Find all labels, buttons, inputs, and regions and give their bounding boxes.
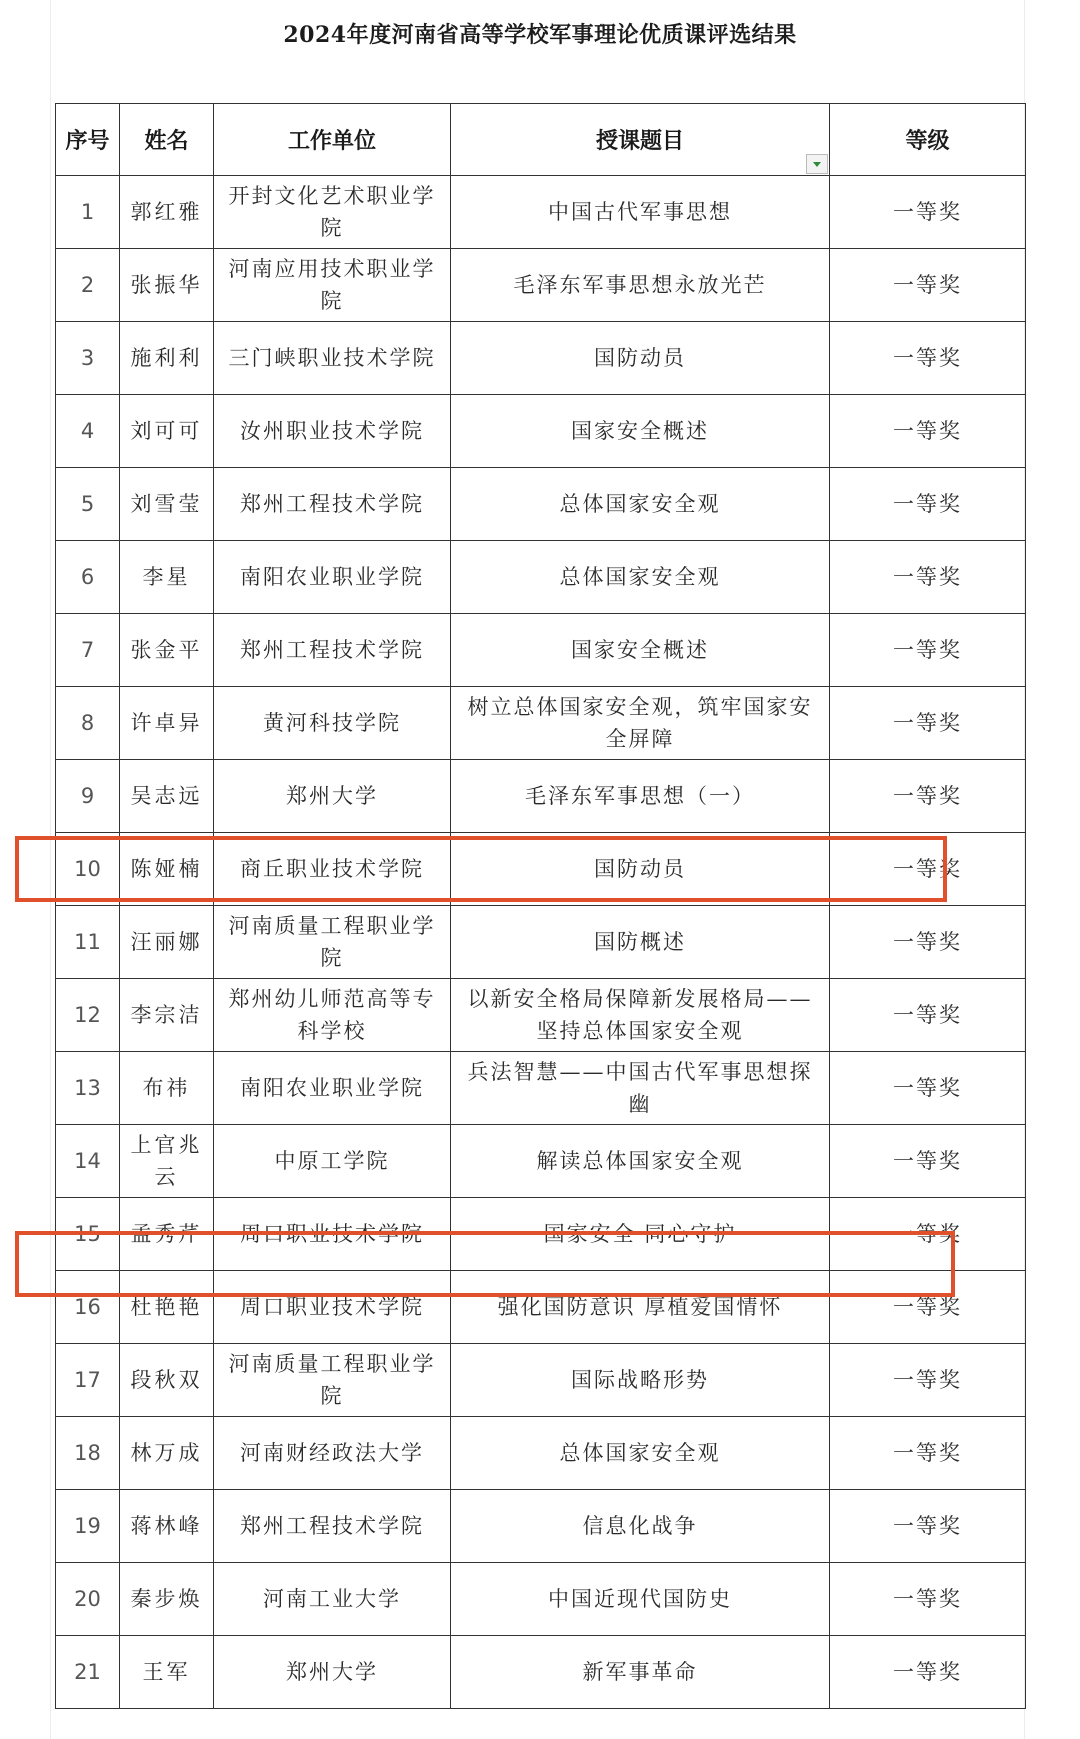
- cell-level: 一等奖: [830, 1271, 1026, 1344]
- cell-level: 一等奖: [830, 468, 1026, 541]
- cell-level: 一等奖: [830, 906, 1026, 979]
- cell-topic: 毛泽东军事思想永放光芒: [451, 249, 830, 322]
- table-row: [56, 906, 1026, 979]
- cell-index: 3: [56, 322, 120, 395]
- table-row: [56, 1198, 1026, 1271]
- cell-index: 20: [56, 1563, 120, 1636]
- cell-level: 一等奖: [830, 1636, 1026, 1709]
- cell-topic: 总体国家安全观: [451, 541, 830, 614]
- table-row: [56, 833, 1026, 906]
- cell-unit: 周口职业技术学院: [214, 1198, 451, 1271]
- cell-name: 刘雪莹: [120, 468, 214, 541]
- cell-topic: 总体国家安全观: [451, 1417, 830, 1490]
- cell-index: 10: [56, 833, 120, 906]
- cell-name: 张金平: [120, 614, 214, 687]
- cell-name: 李宗洁: [120, 979, 214, 1052]
- cell-unit: 郑州工程技术学院: [214, 614, 451, 687]
- cell-level: 一等奖: [830, 614, 1026, 687]
- cell-index: 13: [56, 1052, 120, 1125]
- cell-unit: 河南质量工程职业学院: [214, 1344, 451, 1417]
- table-row: [56, 395, 1026, 468]
- cell-name: 上官兆云: [120, 1125, 214, 1198]
- header-level: 等级: [830, 104, 1026, 176]
- cell-topic: 国家安全概述: [451, 614, 830, 687]
- cell-level: 一等奖: [830, 1198, 1026, 1271]
- cell-unit: 商丘职业技术学院: [214, 833, 451, 906]
- cell-name: 林万成: [120, 1417, 214, 1490]
- cell-name: 李星: [120, 541, 214, 614]
- cell-unit: 汝州职业技术学院: [214, 395, 451, 468]
- header-row: [56, 104, 1026, 176]
- cell-topic: 国家安全概述: [451, 395, 830, 468]
- cell-topic: 毛泽东军事思想（一）: [451, 760, 830, 833]
- cell-topic: 总体国家安全观: [451, 468, 830, 541]
- cell-level: 一等奖: [830, 176, 1026, 249]
- cell-unit: 三门峡职业技术学院: [214, 322, 451, 395]
- filter-dropdown-icon[interactable]: [806, 154, 828, 174]
- cell-index: 16: [56, 1271, 120, 1344]
- table-row: [56, 1271, 1026, 1344]
- cell-unit: 黄河科技学院: [214, 687, 451, 760]
- cell-unit: 周口职业技术学院: [214, 1271, 451, 1344]
- cell-name: 孟秀芹: [120, 1198, 214, 1271]
- table-row: [56, 1344, 1026, 1417]
- cell-index: 1: [56, 176, 120, 249]
- table-row: [56, 1490, 1026, 1563]
- cell-index: 14: [56, 1125, 120, 1198]
- cell-name: 施利利: [120, 322, 214, 395]
- cell-index: 6: [56, 541, 120, 614]
- cell-index: 2: [56, 249, 120, 322]
- table-row: [56, 1125, 1026, 1198]
- cell-name: 汪丽娜: [120, 906, 214, 979]
- cell-index: 7: [56, 614, 120, 687]
- cell-level: 一等奖: [830, 687, 1026, 760]
- table-row: [56, 614, 1026, 687]
- cell-level: 一等奖: [830, 1417, 1026, 1490]
- cell-index: 12: [56, 979, 120, 1052]
- cell-unit: 郑州大学: [214, 760, 451, 833]
- cell-topic: 强化国防意识 厚植爱国情怀: [451, 1271, 830, 1344]
- table-row: [56, 322, 1026, 395]
- cell-name: 布祎: [120, 1052, 214, 1125]
- cell-topic: 兵法智慧——中国古代军事思想探幽: [451, 1052, 830, 1125]
- cell-index: 17: [56, 1344, 120, 1417]
- cell-topic: 树立总体国家安全观，筑牢国家安全屏障: [451, 687, 830, 760]
- table-row: [56, 979, 1026, 1052]
- cell-level: 一等奖: [830, 322, 1026, 395]
- cell-name: 秦步焕: [120, 1563, 214, 1636]
- cell-topic: 国际战略形势: [451, 1344, 830, 1417]
- cell-name: 郭红雅: [120, 176, 214, 249]
- cell-level: 一等奖: [830, 1052, 1026, 1125]
- cell-unit: 南阳农业职业学院: [214, 541, 451, 614]
- cell-unit: 南阳农业职业学院: [214, 1052, 451, 1125]
- table-row: [56, 249, 1026, 322]
- cell-unit: 开封文化艺术职业学院: [214, 176, 451, 249]
- cell-name: 王军: [120, 1636, 214, 1709]
- cell-index: 21: [56, 1636, 120, 1709]
- cell-name: 刘可可: [120, 395, 214, 468]
- header-name: 姓名: [120, 104, 214, 176]
- cell-level: 一等奖: [830, 249, 1026, 322]
- cell-index: 18: [56, 1417, 120, 1490]
- cell-level: 一等奖: [830, 1344, 1026, 1417]
- cell-unit: 郑州大学: [214, 1636, 451, 1709]
- cell-topic: 国防概述: [451, 906, 830, 979]
- header-index: 序号: [56, 104, 120, 176]
- cell-topic: 中国古代军事思想: [451, 176, 830, 249]
- header-unit: 工作单位: [214, 104, 451, 176]
- cell-topic: 新军事革命: [451, 1636, 830, 1709]
- cell-topic: 以新安全格局保障新发展格局——坚持总体国家安全观: [451, 979, 830, 1052]
- table-row: [56, 468, 1026, 541]
- cell-unit: 河南应用技术职业学院: [214, 249, 451, 322]
- cell-unit: 河南质量工程职业学院: [214, 906, 451, 979]
- cell-name: 陈娅楠: [120, 833, 214, 906]
- cell-level: 一等奖: [830, 541, 1026, 614]
- header-topic-label: 授课题目: [595, 129, 684, 154]
- cell-index: 11: [56, 906, 120, 979]
- cell-topic: 国防动员: [451, 322, 830, 395]
- cell-name: 杜艳艳: [120, 1271, 214, 1344]
- cell-index: 5: [56, 468, 120, 541]
- sheet-edge-left: [50, 0, 51, 1739]
- header-topic: [451, 104, 830, 176]
- cell-unit: 河南财经政法大学: [214, 1417, 451, 1490]
- cell-level: 一等奖: [830, 979, 1026, 1052]
- cell-unit: 中原工学院: [214, 1125, 451, 1198]
- cell-name: 蒋林峰: [120, 1490, 214, 1563]
- cell-index: 8: [56, 687, 120, 760]
- cell-topic: 信息化战争: [451, 1490, 830, 1563]
- cell-level: 一等奖: [830, 1490, 1026, 1563]
- cell-index: 15: [56, 1198, 120, 1271]
- results-table: [55, 103, 1026, 1709]
- table-row: [56, 176, 1026, 249]
- cell-index: 19: [56, 1490, 120, 1563]
- cell-unit: 郑州工程技术学院: [214, 1490, 451, 1563]
- cell-index: 9: [56, 760, 120, 833]
- table-row: [56, 760, 1026, 833]
- cell-name: 吴志远: [120, 760, 214, 833]
- cell-level: 一等奖: [830, 833, 1026, 906]
- cell-name: 段秋双: [120, 1344, 214, 1417]
- table-row: [56, 1636, 1026, 1709]
- table-row: [56, 541, 1026, 614]
- cell-level: 一等奖: [830, 395, 1026, 468]
- cell-level: 一等奖: [830, 1563, 1026, 1636]
- table-row: [56, 687, 1026, 760]
- cell-unit: 郑州工程技术学院: [214, 468, 451, 541]
- cell-unit: 郑州幼儿师范高等专科学校: [214, 979, 451, 1052]
- table-row: [56, 1417, 1026, 1490]
- table-body: [56, 176, 1026, 1709]
- cell-topic: 国家安全 同心守护: [451, 1198, 830, 1271]
- cell-topic: 国防动员: [451, 833, 830, 906]
- cell-index: 4: [56, 395, 120, 468]
- cell-unit: 河南工业大学: [214, 1563, 451, 1636]
- cell-topic: 解读总体国家安全观: [451, 1125, 830, 1198]
- cell-topic: 中国近现代国防史: [451, 1563, 830, 1636]
- table-row: [56, 1052, 1026, 1125]
- page-title: 2024年度河南省高等学校军事理论优质课评选结果: [283, 22, 797, 48]
- cell-level: 一等奖: [830, 1125, 1026, 1198]
- cell-name: 许卓异: [120, 687, 214, 760]
- cell-name: 张振华: [120, 249, 214, 322]
- table-row: [56, 1563, 1026, 1636]
- cell-level: 一等奖: [830, 760, 1026, 833]
